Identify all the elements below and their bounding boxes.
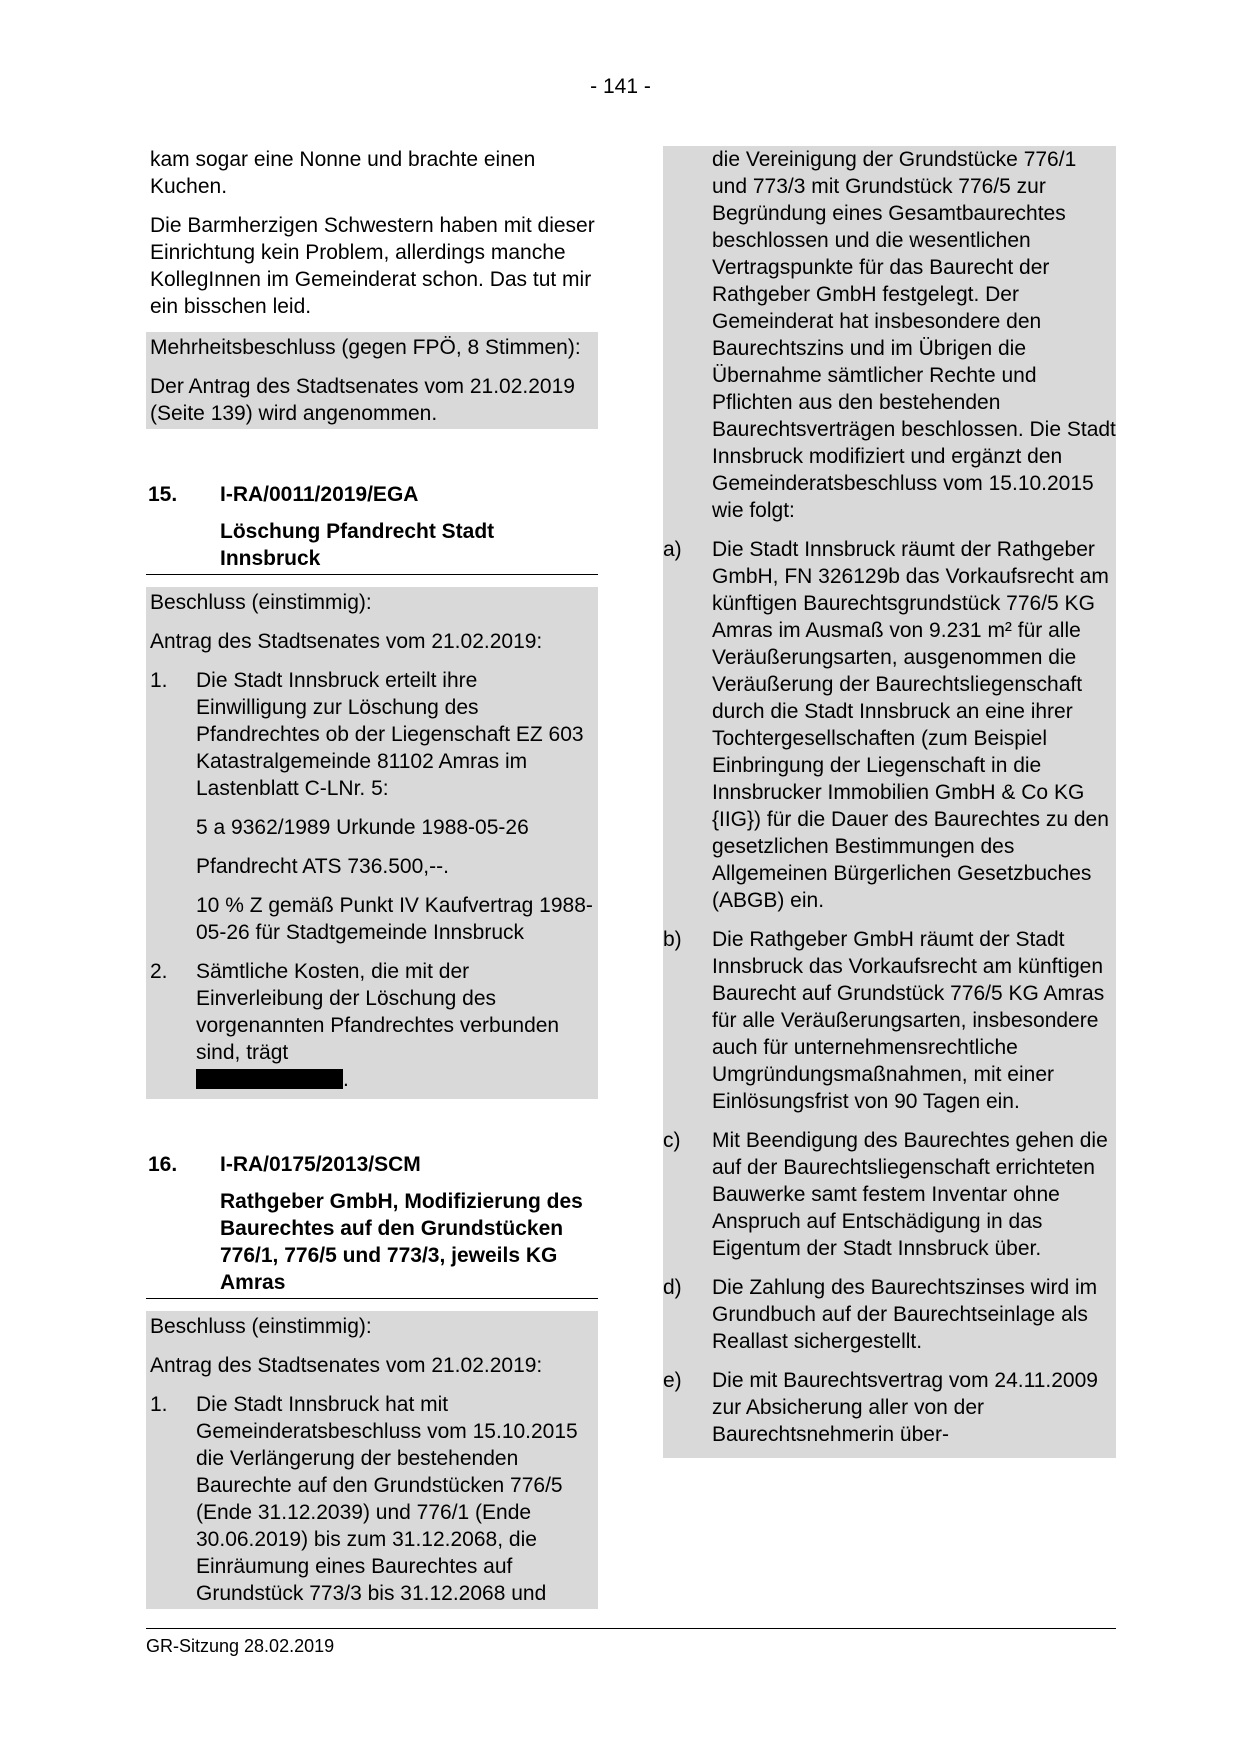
resolution-label: Beschluss (einstimmig):: [150, 591, 372, 614]
agenda-item-15: [146, 481, 598, 1099]
list-item: [663, 1367, 1116, 1448]
sub-point: Pfandrecht ATS 736.500,--.: [196, 855, 449, 878]
point-1: [150, 667, 594, 802]
agenda-item-title: Löschung Pfandrecht Stadt Innsbruck: [146, 518, 598, 575]
list-item: [663, 536, 1116, 914]
list-item-text: Die Stadt Innsbruck räumt der Rathgeber GmbH, FN 326129b das Vorkaufsrecht am künftigen Baurechtsgrundstück 776/5 KG Amras im Ausmaß von 9.231 m² für alle Veräußerungsarten, ausgenommen die Veräußerung der Baurechtsliegenschaft durch die Stadt Innsbruck an eine ihrer Tochtergesellschaften (zum Beispiel Einbringung der Liegenschaft in die Innsbrucker Immobilien GmbH & Co KG {IIG}) für die Dauer des Baurechtes zu den gesetzlichen Bestimmungen des Allgemeinen Bürgerlichen Gesetzbuches (ABGB) ein.: [712, 538, 1109, 912]
agenda-item-number: 16.: [148, 1153, 178, 1176]
redaction-bar: [196, 1069, 343, 1089]
paragraph: Die Barmherzigen Schwestern haben mit dieser Einrichtung kein Problem, allerdings manche KollegInnen im Gemeinderat schon. Das tut mir ein bisschen leid.: [150, 214, 595, 318]
list-item: [663, 1127, 1116, 1262]
footer: GR-Sitzung 28.02.2019: [146, 1636, 335, 1656]
sub-point: 5 a 9362/1989 Urkunde 1988-05-26: [196, 816, 529, 839]
agenda-item-16: [146, 1151, 598, 1609]
list-item-text: Die Zahlung des Baurechtszinses wird im Grundbuch auf der Baurechtseinlage als Reallast sichergestellt.: [712, 1276, 1098, 1353]
resolution-label: Beschluss (einstimmig):: [150, 1315, 372, 1338]
vote-heading: Mehrheitsbeschluss (gegen FPÖ, 8 Stimmen):: [150, 336, 581, 359]
point-1: [150, 1391, 594, 1609]
list-item-letter: a): [663, 538, 682, 561]
footer-divider: [146, 1628, 1116, 1629]
agenda-item-code: I-RA/0175/2013/SCM: [220, 1153, 421, 1176]
point-text: Die Stadt Innsbruck erteilt ihre Einwilligung zur Löschung des Pfandrechtes ob der Liegenschaft EZ 603 Katastralgemeinde 81102 Amras im Lastenblatt C-LNr. 5:: [196, 669, 584, 800]
continuation-text: die Vereinigung der Grundstücke 776/1 und 773/3 mit Grundstück 776/5 zur Begründung eines Gesamtbaurechtes beschlossen und die wesentlichen Vertragspunkte für das Baurecht der Rathgeber GmbH festgelegt. Der Gemeinderat hat insbesondere den Baurechtszins und im Übrigen die Übernahme sämtlicher Rechte und Pflichten aus den bestehenden Baurechtsverträgen beschlossen. Die Stadt Innsbruck modifiziert und ergänzt den Gemeinderatsbeschluss vom 15.10.2015 wie folgt:: [712, 148, 1116, 522]
vote-text: Der Antrag des Stadtsenates vom 21.02.2019 (Seite 139) wird angenommen.: [150, 375, 575, 425]
point-number: 1.: [150, 1393, 168, 1416]
right-column: [663, 146, 1116, 1458]
list-item-letter: d): [663, 1276, 682, 1299]
point-2: [150, 958, 594, 1099]
list-item-text: Die Rathgeber GmbH räumt der Stadt Innsbruck das Vorkaufsrecht am künftigen Baurecht auf Grundstück 776/5 KG Amras für alle Veräußerungsarten, insbesondere auch für unternehmensrechtliche Umgründungsmaßnahmen, mit einer Einlösungsfrist von 90 Tagen ein.: [712, 928, 1105, 1113]
list-item-letter: c): [663, 1129, 681, 1152]
list-item: [663, 926, 1116, 1115]
agenda-item-header: [146, 481, 598, 508]
page-number: - 141 -: [590, 75, 651, 98]
resolution-box: [146, 1311, 598, 1609]
list-item-letter: b): [663, 928, 682, 951]
resolution-box: [146, 587, 598, 1099]
paragraph: kam sogar eine Nonne und brachte einen Kuchen.: [150, 148, 536, 198]
vote-box: [146, 332, 598, 429]
list-item: [663, 1274, 1116, 1355]
list-item-text: Die mit Baurechtsvertrag vom 24.11.2009 zur Absicherung aller von der Baurechtsnehmerin über-: [712, 1369, 1098, 1446]
agenda-item-title: Rathgeber GmbH, Modifizierung des Baurechtes auf den Grundstücken 776/1, 776/5 und 773/3, jeweils KG Amras: [146, 1188, 598, 1299]
list-item-text: Mit Beendigung des Baurechtes gehen die auf der Baurechtsliegenschaft errichteten Bauwerke samt festem Inventar ohne Anspruch auf Entschädigung in das Eigentum der Stadt Innsbruck über.: [712, 1129, 1108, 1260]
point-number: 2.: [150, 960, 168, 983]
agenda-item-code: I-RA/0011/2019/EGA: [220, 483, 419, 506]
left-column: [146, 146, 598, 1609]
motion-label: Antrag des Stadtsenates vom 21.02.2019:: [150, 630, 543, 653]
point-text: Sämtliche Kosten, die mit der Einverleibung der Löschung des vorgenannten Pfandrechtes verbunden sind, trägt: [196, 960, 560, 1064]
point-text: Die Stadt Innsbruck hat mit Gemeinderatsbeschluss vom 15.10.2015 die Verlängerung der bestehenden Baurechte auf den Grundstücken 776/5 (Ende 31.12.2039) und 776/1 (Ende 30.06.2019) bis zum 31.12.2068, die Einräumung eines Baurechtes auf Grundstück 773/3 bis 31.12.2068 und: [196, 1393, 578, 1605]
point-text-wrap: [196, 958, 594, 1093]
lettered-list: [663, 536, 1116, 1448]
agenda-item-number: 15.: [148, 483, 178, 506]
list-item-letter: e): [663, 1369, 682, 1392]
agenda-item-header: [146, 1151, 598, 1178]
sub-point: 10 % Z gemäß Punkt IV Kaufvertrag 1988-05-26 für Stadtgemeinde Innsbruck: [196, 894, 593, 944]
continuation-box: [663, 146, 1116, 1458]
point-end: .: [343, 1068, 349, 1091]
motion-label: Antrag des Stadtsenates vom 21.02.2019:: [150, 1354, 543, 1377]
point-number: 1.: [150, 669, 168, 692]
